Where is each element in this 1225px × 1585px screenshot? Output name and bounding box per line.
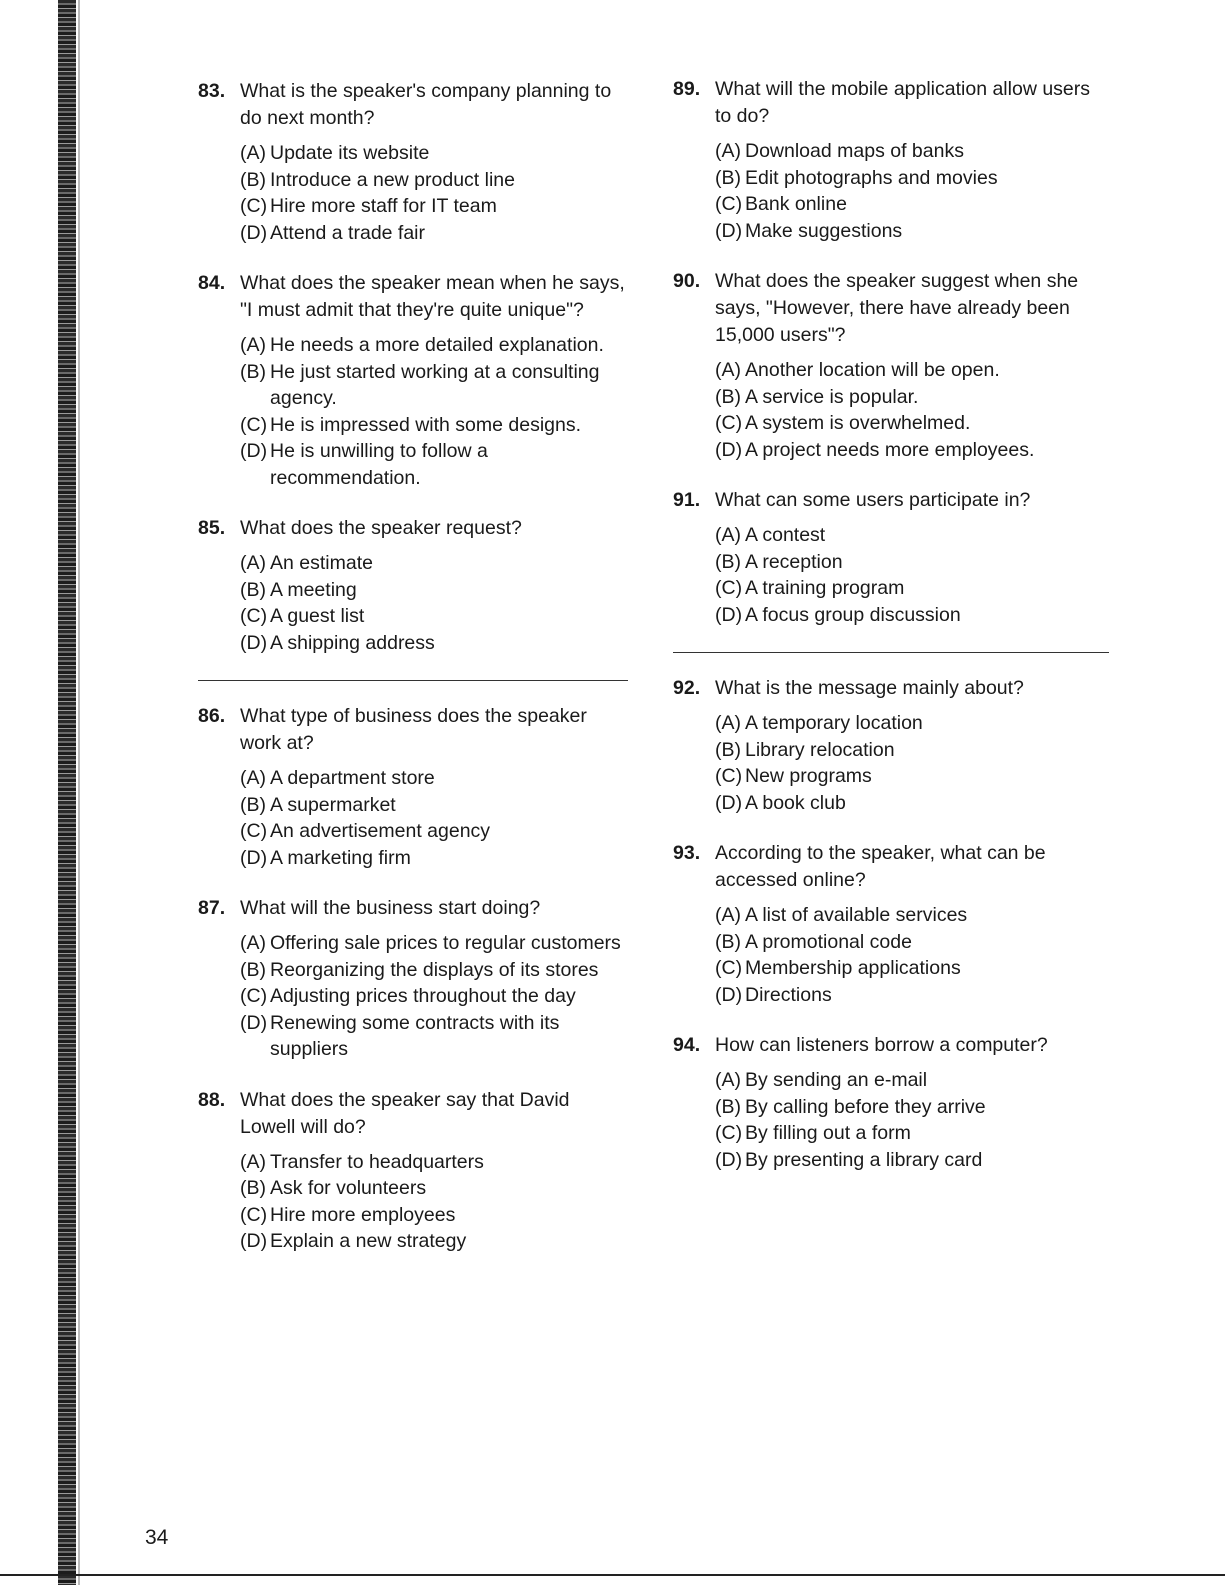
question-88 xyxy=(198,1087,628,1255)
option-text: An advertisement agency xyxy=(270,820,491,842)
question-84 xyxy=(198,270,628,491)
section-divider xyxy=(673,652,1109,653)
option-text: Directions xyxy=(745,983,832,1006)
question-number: 86. xyxy=(198,705,226,727)
question-text: How can listeners borrow a computer? xyxy=(715,1034,1048,1056)
option-letter: (D) xyxy=(715,791,743,814)
answer-options xyxy=(240,140,628,246)
option-text: Reorganizing the displays of its stores xyxy=(270,958,599,981)
option-letter: (D) xyxy=(715,219,743,242)
answer-option xyxy=(715,602,1109,629)
option-letter: (D) xyxy=(240,631,268,654)
option-text: By filling out a form xyxy=(745,1122,911,1144)
option-letter: (C) xyxy=(240,413,268,436)
option-text: A department store xyxy=(270,767,435,789)
answer-option xyxy=(240,983,628,1010)
option-text: Library relocation xyxy=(745,738,895,761)
option-letter: (C) xyxy=(715,765,743,787)
question-number: 87. xyxy=(198,897,226,919)
answer-option xyxy=(715,1147,1109,1174)
option-letter: (B) xyxy=(715,930,741,953)
question-94 xyxy=(673,1032,1109,1173)
option-text: A contest xyxy=(745,524,826,546)
option-letter: (C) xyxy=(240,985,268,1007)
option-letter: (C) xyxy=(715,412,743,434)
answer-option xyxy=(715,410,1109,437)
answer-options xyxy=(240,765,628,871)
option-letter: (D) xyxy=(715,1148,743,1171)
option-text: Bank online xyxy=(745,193,847,215)
option-letter: (B) xyxy=(240,958,266,981)
option-text: Transfer to headquarters xyxy=(270,1150,484,1173)
answer-option xyxy=(240,845,628,872)
question-83 xyxy=(198,78,628,246)
bottom-rule xyxy=(0,1574,1225,1576)
option-text: A supermarket xyxy=(270,793,396,816)
question-text: What can some users participate in? xyxy=(715,489,1031,511)
option-text: Offering sale prices to regular customers xyxy=(270,932,621,954)
answer-options xyxy=(715,357,1109,463)
option-text: A marketing firm xyxy=(270,846,411,869)
option-text: He is unwilling to follow a recommendation. xyxy=(270,440,488,489)
option-letter: (D) xyxy=(240,1011,268,1034)
option-letter: (B) xyxy=(240,578,266,601)
option-letter: (A) xyxy=(240,1150,266,1173)
option-text: Adjusting prices throughout the day xyxy=(270,985,576,1007)
answer-option xyxy=(240,577,628,604)
option-letter: (C) xyxy=(715,1122,743,1144)
option-text: He is impressed with some designs. xyxy=(270,413,582,436)
answer-option xyxy=(715,522,1109,549)
option-text: A focus group discussion xyxy=(745,603,961,626)
right-column xyxy=(673,76,1109,1197)
option-letter: (C) xyxy=(240,195,268,217)
option-letter: (A) xyxy=(715,140,741,162)
question-86 xyxy=(198,703,628,871)
question-text: What does the speaker say that David Lowell will do? xyxy=(240,1088,570,1138)
answer-options xyxy=(715,1067,1109,1173)
option-letter: (C) xyxy=(240,605,268,627)
answer-option xyxy=(240,765,628,792)
answer-option xyxy=(715,1067,1109,1094)
option-letter: (B) xyxy=(240,1177,266,1199)
answer-option xyxy=(715,982,1109,1009)
option-letter: (D) xyxy=(715,983,743,1006)
answer-options xyxy=(240,930,628,1063)
option-text: Membership applications xyxy=(745,957,961,979)
question-text: What does the speaker request? xyxy=(240,517,522,539)
option-text: By presenting a library card xyxy=(745,1148,983,1171)
answer-option xyxy=(240,1149,628,1176)
answer-option xyxy=(715,1094,1109,1121)
answer-option xyxy=(715,165,1109,192)
question-number: 92. xyxy=(673,677,701,699)
answer-option xyxy=(715,549,1109,576)
option-letter: (B) xyxy=(715,166,741,189)
answer-option xyxy=(240,193,628,220)
option-text: A system is overwhelmed. xyxy=(745,412,971,434)
answer-options xyxy=(240,332,628,491)
question-number: 94. xyxy=(673,1034,701,1056)
option-letter: (C) xyxy=(240,1203,268,1226)
option-text: New programs xyxy=(745,765,872,787)
option-text: A shipping address xyxy=(270,631,435,654)
option-text: Introduce a new product line xyxy=(270,168,515,191)
answer-option xyxy=(240,412,628,439)
option-text: An estimate xyxy=(270,552,373,574)
answer-option xyxy=(715,218,1109,245)
question-number: 84. xyxy=(198,272,226,294)
section-divider xyxy=(198,680,628,681)
question-number: 90. xyxy=(673,270,701,292)
question-text: What will the business start doing? xyxy=(240,897,541,919)
option-text: Explain a new strategy xyxy=(270,1230,467,1252)
answer-option xyxy=(240,792,628,819)
question-number: 85. xyxy=(198,517,226,539)
answer-option xyxy=(240,438,628,491)
question-text: What does the speaker mean when he says, "I must admit that they're quite unique"? xyxy=(240,272,625,321)
option-text: A meeting xyxy=(270,578,357,601)
option-text: A project needs more employees. xyxy=(745,438,1035,461)
answer-option xyxy=(240,1228,628,1255)
answer-options xyxy=(715,902,1109,1008)
answer-option xyxy=(240,167,628,194)
answer-option xyxy=(715,929,1109,956)
answer-option xyxy=(240,359,628,412)
answer-options xyxy=(715,138,1109,244)
option-letter: (B) xyxy=(715,385,741,408)
question-text: What is the speaker's company planning to do next month? xyxy=(240,80,612,129)
answer-option xyxy=(715,357,1109,384)
binding-shadow xyxy=(78,0,80,1585)
option-text: A temporary location xyxy=(745,712,923,734)
answer-option xyxy=(715,955,1109,982)
answer-option xyxy=(240,1010,628,1063)
option-text: Another location will be open. xyxy=(745,359,1000,381)
option-letter: (D) xyxy=(715,603,743,626)
option-text: Update its website xyxy=(270,142,430,164)
option-text: A reception xyxy=(745,550,843,573)
answer-option xyxy=(715,902,1109,929)
option-text: Attend a trade fair xyxy=(270,221,426,244)
answer-option xyxy=(240,1202,628,1229)
option-letter: (A) xyxy=(240,767,266,789)
question-87 xyxy=(198,895,628,1063)
option-letter: (A) xyxy=(715,359,741,381)
question-93 xyxy=(673,840,1109,1008)
question-85 xyxy=(198,515,628,656)
option-letter: (C) xyxy=(240,820,268,842)
question-89 xyxy=(673,76,1109,244)
answer-option xyxy=(240,220,628,247)
answer-option xyxy=(715,437,1109,464)
answer-option xyxy=(240,332,628,359)
question-number: 93. xyxy=(673,842,701,864)
answer-option xyxy=(240,630,628,657)
answer-option xyxy=(715,138,1109,165)
option-letter: (B) xyxy=(715,738,741,761)
answer-option xyxy=(240,957,628,984)
option-letter: (D) xyxy=(240,1230,268,1252)
option-letter: (D) xyxy=(240,221,268,244)
option-text: A training program xyxy=(745,577,905,599)
option-text: Renewing some contracts with its suppliers xyxy=(270,1011,560,1060)
answer-option xyxy=(240,818,628,845)
option-text: A book club xyxy=(745,791,846,814)
option-letter: (D) xyxy=(240,440,268,462)
option-letter: (A) xyxy=(240,142,266,164)
answer-option xyxy=(715,790,1109,817)
option-letter: (B) xyxy=(240,168,266,191)
option-letter: (A) xyxy=(715,712,741,734)
answer-option xyxy=(715,1120,1109,1147)
option-letter: (D) xyxy=(715,438,743,461)
option-text: A guest list xyxy=(270,605,365,627)
answer-options xyxy=(240,1149,628,1255)
option-letter: (A) xyxy=(240,552,266,574)
option-letter: (C) xyxy=(715,957,743,979)
answer-option xyxy=(715,575,1109,602)
answer-option xyxy=(715,384,1109,411)
answer-option xyxy=(240,603,628,630)
left-column xyxy=(198,78,628,1279)
answer-option xyxy=(715,763,1109,790)
option-text: He needs a more detailed explanation. xyxy=(270,334,604,356)
question-number: 91. xyxy=(673,489,701,511)
option-letter: (D) xyxy=(240,846,268,869)
answer-option xyxy=(240,550,628,577)
answer-option xyxy=(240,930,628,957)
question-number: 88. xyxy=(198,1088,226,1111)
option-text: Ask for volunteers xyxy=(270,1177,427,1199)
answer-option xyxy=(715,191,1109,218)
question-text: What will the mobile application allow users to do? xyxy=(715,78,1091,127)
answer-options xyxy=(715,522,1109,628)
question-text: What is the message mainly about? xyxy=(715,677,1024,699)
answer-option xyxy=(715,710,1109,737)
option-text: By calling before they arrive xyxy=(745,1095,986,1118)
option-letter: (B) xyxy=(715,550,741,573)
option-letter: (A) xyxy=(715,1069,741,1091)
question-text: According to the speaker, what can be accessed online? xyxy=(715,842,1046,891)
answer-option xyxy=(240,140,628,167)
option-text: Hire more staff for IT team xyxy=(270,195,497,217)
option-text: By sending an e-mail xyxy=(745,1069,928,1091)
option-letter: (A) xyxy=(715,524,741,546)
option-text: He just started working at a consulting agency. xyxy=(270,360,600,409)
page-number: 34 xyxy=(145,1526,169,1549)
question-90 xyxy=(673,268,1109,463)
option-text: Edit photographs and movies xyxy=(745,166,998,189)
answer-options xyxy=(715,710,1109,816)
question-92 xyxy=(673,675,1109,816)
option-text: Make suggestions xyxy=(745,219,903,242)
option-letter: (A) xyxy=(240,932,266,954)
option-letter: (B) xyxy=(240,360,266,383)
option-text: Hire more employees xyxy=(270,1203,456,1226)
option-text: Download maps of banks xyxy=(745,140,964,162)
answer-option xyxy=(240,1175,628,1202)
option-letter: (C) xyxy=(715,577,743,599)
question-number: 83. xyxy=(198,80,226,102)
option-letter: (A) xyxy=(240,334,266,356)
question-number: 89. xyxy=(673,78,701,100)
binding-edge xyxy=(58,0,76,1585)
question-91 xyxy=(673,487,1109,628)
answer-options xyxy=(240,550,628,656)
answer-option xyxy=(715,737,1109,764)
option-text: A service is popular. xyxy=(745,385,919,408)
option-letter: (B) xyxy=(240,793,266,816)
option-letter: (C) xyxy=(715,193,743,215)
option-text: A promotional code xyxy=(745,930,912,953)
question-text: What type of business does the speaker work at? xyxy=(240,705,587,754)
option-letter: (B) xyxy=(715,1095,741,1118)
option-text: A list of available services xyxy=(745,904,968,926)
option-letter: (A) xyxy=(715,904,741,926)
question-text: What does the speaker suggest when she says, "However, there have already been 15,000 users"? xyxy=(715,270,1079,346)
